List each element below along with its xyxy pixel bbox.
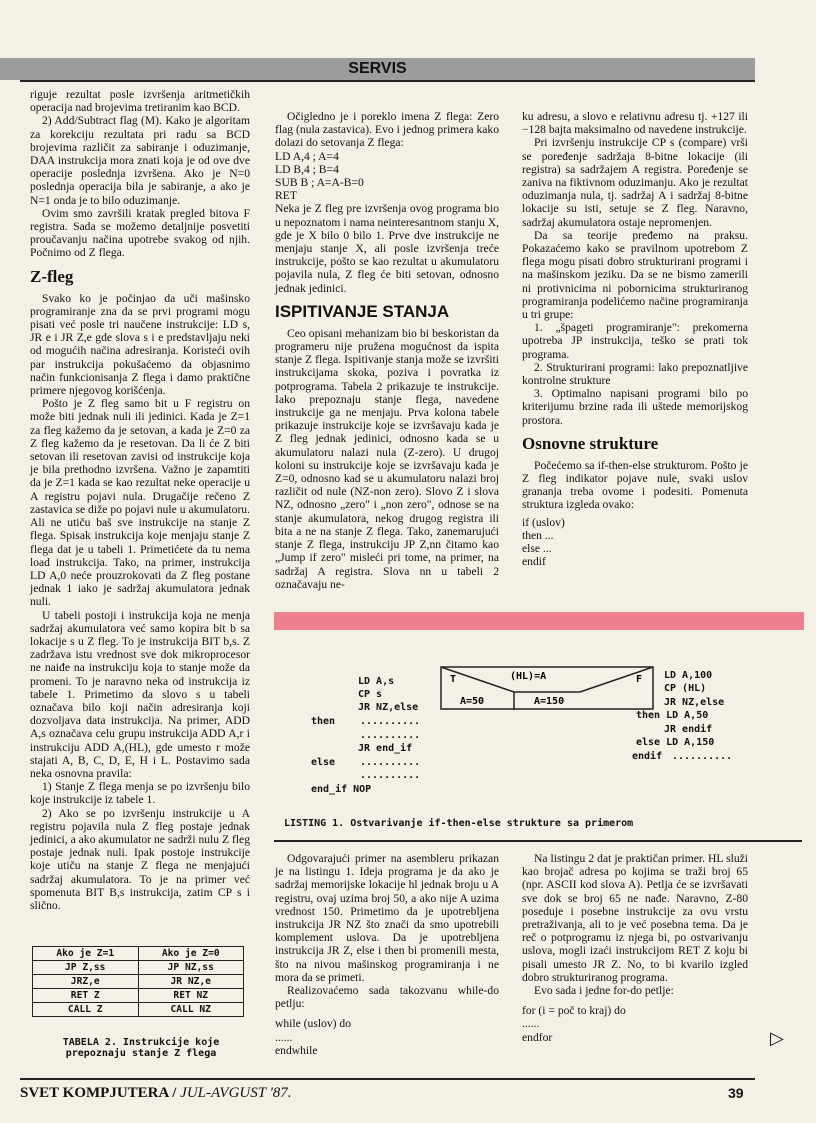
paragraph: 2) Ako se po izvršenju instrukcije u A registru pojavila nula Z fleg postaje jednak jedinici, a ako akumulator ne sadrži nulu Z fleg postaje jednak nuli. Ipak postoje instrukcije koje utiču na stanje Z flega ne menjajući sadržaj akumulatora. To je na primer već spomenuta BIT B,s instrukcija, zatim CP s i slično.: [30, 806, 250, 912]
code-line: ......: [275, 1030, 293, 1044]
paragraph: Pošto je Z fleg samo bit u F registru on može biti jednak nuli ili jedinici. Kada je Z=1 za fleg kažemo da je setovan, a kada je Z=0 za Z fleg kažemo da je resetovan. Da li će Z biti setovan ili resetovan zavisi od instrukcije koja je bila prethodno izvršena. Važno je zapamtiti da je Z=1 kada se kao rezultat neke operacije u A registru pojavi nula. Drugačije rečeno Z zastavica se diže po pojavi nule u akumulatoru. Ali ne utiču baš sve instrukcije na stanje Z flega. Spisak instrukcija koje menjaju stanje Z flega dat je u tabeli 1. Primetićete da tu nema load instrukcija. Tako, na primer, instrukcija LD A,0 neće prouzrokovati da Z fleg postane jednak 1 iako je sadržaj akumulatora jednak nuli.: [30, 397, 250, 609]
next-page-arrow-icon: ▷: [770, 1028, 784, 1048]
section-heading: Osnovne strukture: [522, 433, 659, 453]
table-cell: RET NZ: [138, 989, 244, 1003]
listing-label: else: [311, 757, 336, 768]
listing-line: LD A,s: [358, 676, 395, 687]
bottom-column-2: [275, 852, 499, 1057]
paragraph: Pri izvršenju instrukcije CP s (compare) vrši se poređenje sadržaja 8-bitne lokacije (ili registra) sa sadržajem A registra. Poređenje se zaniva na fiktivnom oduzimanju. Ako je rezultat oduzimanja nula, tj. sadržaj A i sadržaj 8-bitne lokacije su isti, setuje se Z fleg. Naravno, sadržaj akumulatora ostaje nepromenjen.: [522, 136, 748, 229]
paragraph: Ovim smo završili kratak pregled bitova F registra. Sada se možemo detaljnije posvetiti proučavanju načina upotrebe svakog od njih. Počnimo od Z flega.: [30, 206, 250, 260]
section-heading: Z-fleg: [30, 266, 74, 286]
column-2: [275, 110, 499, 591]
diagram-false-label: F: [636, 674, 643, 685]
paragraph: 3. Optimalno napisani programi bilo po kriterijumu brzine rada ili uštede memorijskog prostora.: [522, 387, 748, 427]
column-1: [30, 88, 250, 912]
listing-rule: [274, 840, 802, 842]
footer-rule: [20, 1078, 755, 1080]
paragraph: Na listingu 2 dat je praktičan primer. HL služi kao brojač adresa po kojima se traži broj 65 (npr. ASCII kod slova A). Petlja će se izvršavati sve dok se broj 65 ne nađe. Naravno, Z-80 poseduje i posebne instrukcije za ovu vrstu pretraživanja, ali to je već posebna tema. Da je reč o potprogramu iz njega bi, po ostvarivanju uslova, mogli izaći instrukcijom RET Z koju bi pisali umesto JR Z. No, to bi kvarilo izgled dobro strukturiranog programa.: [522, 852, 748, 984]
table-cell: JP NZ,ss: [138, 961, 244, 975]
table-row: [33, 989, 244, 1003]
section-title: SERVIS: [348, 60, 407, 77]
paragraph: Da sa teorije pređemo na praksu. Pokazaćemo kako se pravilnom upotrebom Z flega mogu pisati dobro strukturirani programi i na mašinskom jeziku. Da se ne bismo zamerili ni protivnicima ni pobornicima strukturiranog programiranja podelićemo načine programiranja u tri grupe:: [522, 228, 748, 322]
paragraph: Odgovarajući primer na asembleru prikazan je na listingu 1. Ideja programa je da ako je sadržaj memorijske lokacije hl jednak broju u A registru, ovaj uzima broj 50, a ako nije A uzima vrednost 150. Primetimo da je upotrebljena instrukcija JR NZ što znači da smo upotrebili komplement uslova. Da je upotrebljena instrukcija JR Z, else i then bi promenili mesta, što na nivou mašinskog programiranja i ne mora da se primeti.: [275, 852, 499, 984]
listing-placeholder: ..........: [360, 730, 421, 741]
column-3: [522, 110, 748, 569]
code-line: endwhile: [275, 1043, 318, 1057]
table-2: [32, 946, 244, 1017]
paragraph: 1) Stanje Z flega menja se po izvršenju bilo koje instrukcije iz tabele 1.: [30, 780, 250, 807]
table-header: Ako je Z=1: [33, 947, 139, 961]
code-line: for (i = poč to kraj) do: [522, 1004, 626, 1018]
table-cell: CALL NZ: [138, 1003, 244, 1017]
listing-line: CP s: [358, 689, 383, 700]
paragraph: riguje rezultat posle izvršenja aritmetičkih operacija nad brojevima tretiranim kao BCD.: [30, 88, 250, 115]
listing-line: CP (HL): [664, 683, 707, 694]
paragraph: 2) Add/Subtract flag (M). Kako je algoritam za korekciju rezultata pri radu sa BCD brojevima različit za sabiranje i oduzimanje, DAA instrukcija mora znati koja je od ove dve operacije poslednja izvršena. Ako je N=0 poslednja operacija bila je sabiranje, a ako je N=1 onda je to bilo oduzimanje.: [30, 114, 250, 207]
table-cell: JP Z,ss: [33, 961, 139, 975]
paragraph: Počećemo sa if-then-else strukturom. Pošto je Z fleg indikator pojave nule, svaki uslov grananja treba ovome i podesiti. Pomenuta struktura izgleda ovako:: [522, 458, 748, 512]
table-cell: CALL Z: [33, 1003, 139, 1017]
table-caption: [36, 1037, 246, 1059]
code-sample: [522, 1004, 748, 1044]
flow-diagram: [440, 666, 654, 712]
listing-placeholder: ..........: [672, 751, 733, 762]
code-line: SUB B ; A=A-B=0: [275, 176, 364, 190]
table-caption-line: prepoznaju stanje Z flega: [65, 1048, 217, 1059]
code-line: else ...: [522, 542, 552, 556]
code-line: if (uslov): [522, 515, 565, 529]
paragraph: Evo sada i jedne for-do petlje:: [534, 984, 674, 998]
code-sample: [522, 516, 748, 569]
bottom-column-3: [522, 852, 748, 1044]
code-line: RET: [275, 189, 297, 203]
issue-date: JUL-AVGUST '87.: [180, 1085, 292, 1101]
listing-placeholder: ..........: [360, 757, 421, 768]
listing-line: JR endif: [664, 724, 713, 735]
diagram-else-branch: A=150: [534, 696, 565, 707]
code-sample: [275, 1017, 499, 1057]
page-number: 39: [728, 1085, 744, 1101]
listing-line: JR end_if: [358, 743, 413, 754]
paragraph: Očigledno je i poreklo imena Z flega: Zero flag (nula zastavica). Evo i jednog primera kako dolazi do setovanja Z flega:: [275, 110, 499, 150]
paragraph: Ceo opisani mehanizam bio bi beskoristan da programeru nije pružena mogućnost da ispita stanje Z flega. Ispitivanje stanja može se izvršiti instrukcijama skoka, poziva i povratka iz potprograma. Tabela 2 prikazuje te instrukcije. Iako prepoznaju stanje flega, navedene instrukcije ga ne menjaju. Prva kolona tabele prikazuje instrukcije koje se izvršavaju kada je Z fleg jednak jedinici, odnosno kada se u akumulatoru nalazi nula (Z-zero). U drugoj koloni su instrukcije koje se izvršavaju kada je Z=0, odnosno kad se u akumulatoru nalazi broj različit od nule (NZ-non zero). Slovo Z i slova NZ, odnosno „zero" i „non zero", odnose se na stanje akumulatora, nekog drugog registra ili bita a ne na stanje Z flega. Tako, zanemarujući stanje Z flega, instrukciju JP Z,nn čitamo kao „Jump if zero" misleći pri tome, na primer, na sadržaj A registra. Slova nn u tabeli 2 označavaju ne-: [275, 326, 499, 591]
table-row: [33, 961, 244, 975]
footer-title: [20, 1085, 292, 1102]
code-line: LD B,4 ; B=4: [275, 162, 339, 176]
code-line: LD A,4 ; A=4: [275, 149, 339, 163]
code-line: then ...: [522, 528, 554, 542]
paragraph: 1. „špageti programiranje": prekomerna upotreba JP instrukcija, teško se prati tok programa.: [522, 321, 748, 361]
listing-label: then: [311, 716, 336, 727]
listing-line: then LD A,50: [636, 710, 709, 721]
paragraph: Neka je Z fleg pre izvršenja ovog programa bio u nepoznatom i nama neinteresantnom stanju X, gde je X bilo 0 bilo 1. Prve dve instrukcije ne menjaju stanje X, ali posle izvršenja treće instrukcije, pošto se kao rezultat u akumulatoru pojavila nula, Z fleg će biti setovan, odnosno jednak jedinici.: [275, 202, 499, 295]
header-rule: [20, 80, 755, 82]
code-line: while (uslov) do: [275, 1017, 351, 1031]
listing-line: else LD A,150: [636, 737, 715, 748]
section-heading: ISPITIVANJE STANJA: [275, 301, 450, 321]
listing-line: end_if NOP: [311, 784, 372, 795]
listing-caption: LISTING 1. Ostvarivanje if-then-else strukture sa primerom: [284, 818, 634, 829]
table-cell: JRZ,e: [33, 975, 139, 989]
paragraph: U tabeli postoji i instrukcija koja ne menja sadržaj akumulatora već samo kopira bit b sa lokacije s u Z fleg. To je instrukcija BIT b,s. Z zadržava istu vrednost sve dok mikroprocesor ne naiđe na instrukciju koja to stanje može da promeni. To je naravno neka od instrukcija iz tabele 1. Primetimo da slovo s u tabeli označava bilo koji način adresiranja koji dozvoljava data instrukcija. Na primer, ADD A,s označava celu grupu instrukcija ADD A,r i instrukciju ADD A,(HL), gde umesto r može stajati A, B, C, D, E, H i L. Postavimo sada neka osnovna pravila:: [30, 608, 250, 780]
diagram-condition: (HL)=A: [510, 671, 547, 682]
code-line: ......: [522, 1017, 540, 1031]
table-header-row: [33, 947, 244, 961]
listing-placeholder: ..........: [360, 716, 421, 727]
table-cell: JR NZ,e: [138, 975, 244, 989]
paragraph: 2. Strukturirani programi: lako prepoznatljive kontrolne strukture: [522, 360, 748, 388]
paragraph: ku adresu, a slovo e relativnu adresu tj. +127 ili −128 bajta maksimalno od navedene instrukcije.: [522, 110, 748, 137]
code-line: endif: [522, 555, 546, 569]
table-cell: RET Z: [33, 989, 139, 1003]
listing-placeholder: ..........: [360, 770, 421, 781]
listing-line: JR NZ,else: [358, 702, 419, 713]
magazine-name: SVET KOMPJUTERA /: [20, 1085, 181, 1101]
listing-line: JR NZ,else: [664, 697, 725, 708]
diagram-diagonal-right: [580, 667, 653, 692]
diagram-then-branch: A=50: [460, 696, 485, 707]
code-sample: [275, 150, 499, 203]
table-header: Ako je Z=0: [138, 947, 244, 961]
table-row: [33, 1003, 244, 1017]
listing-line: LD A,100: [664, 670, 713, 681]
paragraph: Realizovaćemo sada takozvanu while-do petlju:: [275, 984, 499, 1011]
table-row: [33, 975, 244, 989]
table-caption-line: TABELA 2. Instrukcije koje: [62, 1037, 220, 1048]
listing-band: [274, 612, 804, 630]
code-line: endfor: [522, 1030, 553, 1044]
diagram-true-label: T: [450, 674, 457, 685]
listing-line: endif: [632, 751, 663, 762]
paragraph: Svako ko je počinjao da uči mašinsko programiranje zna da se prvi programi mogu pisati već posle tri naučene instrukcije: LD s, JR e i JR Z,e gde slova s i e predstavljaju neki od mogućih načina adresiranja. Koristeći ovih par instrukcija pokušaćemo da objasnimo način funkcionisanja Z flega i damo praktične primere njegovog korišćenja.: [30, 291, 250, 398]
header-band: [0, 58, 755, 80]
